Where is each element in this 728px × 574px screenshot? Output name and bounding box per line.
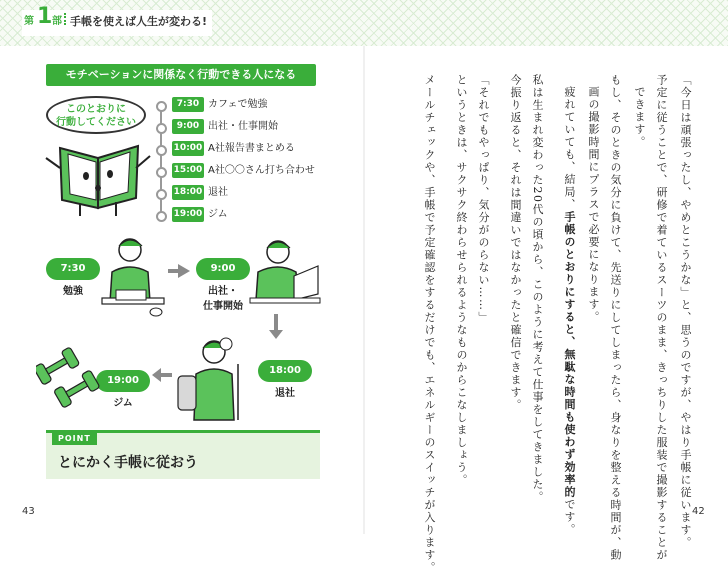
emphasis-text: 手帳のとおりにすると、無駄な時間も使わず効率的 bbox=[563, 211, 576, 499]
body-text-segment: 疲れていても、結局、 bbox=[563, 86, 576, 211]
chapter-title: 手帳を使えば人生が変わる! bbox=[70, 15, 208, 28]
timeline-time: 18:00 bbox=[172, 185, 204, 200]
office-worker-illustration bbox=[248, 236, 322, 312]
arrow-shaft bbox=[168, 269, 178, 273]
timeline-dot bbox=[156, 123, 167, 134]
timeline-dot bbox=[156, 189, 167, 200]
leaving-person-illustration bbox=[174, 334, 254, 424]
page-number-right: 42 bbox=[692, 506, 705, 517]
part-suffix: 部 bbox=[52, 16, 62, 27]
timeline-label: 退社 bbox=[208, 187, 228, 198]
body-text-column: 「それでもやっぱり、気分がのらない……」 bbox=[477, 74, 490, 324]
timeline-label: A社報告書まとめる bbox=[208, 143, 295, 154]
body-text-column: 画の撮影時間にプラスで必要になります。 bbox=[587, 86, 600, 324]
page-gutter bbox=[363, 46, 365, 534]
scene-time-badge: 7:30 bbox=[46, 258, 100, 280]
timeline-dot bbox=[156, 145, 167, 156]
scene-caption: 勉強 bbox=[63, 286, 83, 297]
speech-line-1: このとおりに bbox=[66, 104, 126, 115]
body-text-column: メールチェックや、手帳で予定確認をするだけでも、エネルギーのスイッチが入ります。 bbox=[423, 74, 436, 574]
timeline-label: A社〇〇さん打ち合わせ bbox=[208, 165, 315, 176]
timeline-dot bbox=[156, 101, 167, 112]
timeline-label: カフェで勉強 bbox=[208, 99, 268, 110]
arrow-left-icon bbox=[152, 368, 161, 382]
scene-time-badge: 9:00 bbox=[196, 258, 250, 280]
arrow-shaft bbox=[160, 373, 172, 377]
timeline-time: 10:00 bbox=[172, 141, 204, 156]
part-prefix: 第 bbox=[24, 16, 34, 27]
speech-bubble bbox=[46, 96, 146, 134]
timeline-dot bbox=[156, 211, 167, 222]
scene-caption: ジム bbox=[113, 398, 133, 409]
speech-line-2: 行動してください bbox=[56, 117, 136, 128]
point-label: POINT bbox=[52, 432, 97, 445]
timeline-time: 9:00 bbox=[172, 119, 204, 134]
page-number-left: 43 bbox=[22, 506, 35, 517]
studying-person-illustration bbox=[92, 232, 174, 324]
body-text-column: 今振り返ると、それは間違いではなかったと確信できます。 bbox=[509, 74, 522, 412]
timeline-time: 7:30 bbox=[172, 97, 204, 112]
notebook-mascot-illustration bbox=[40, 138, 158, 218]
timeline-time: 19:00 bbox=[172, 207, 204, 222]
timeline-time: 15:00 bbox=[172, 163, 204, 178]
timeline-dot bbox=[156, 167, 167, 178]
arrow-right-icon bbox=[178, 264, 190, 278]
part-number: 1 bbox=[37, 4, 53, 29]
header-divider bbox=[64, 13, 68, 25]
body-text-column: もし、そのときの気分に負けて、先送りにしてしまったら、身なりを整える時間が、動 bbox=[609, 74, 622, 562]
scene-time-badge: 18:00 bbox=[258, 360, 312, 382]
body-text-column: できます。 bbox=[633, 86, 646, 149]
scene-caption: 出社・ 仕事開始 bbox=[203, 286, 243, 312]
body-text-segment: です。 bbox=[563, 498, 576, 536]
body-text-column: 予定に従うことで、研修で着ているスーツのまま、きっちりした服装で撮影することが bbox=[655, 74, 668, 562]
body-text-column bbox=[564, 86, 575, 536]
motivation-title: モチベーションに関係なく行動できる人になる bbox=[46, 64, 316, 86]
scene-time-badge: 19:00 bbox=[96, 370, 150, 392]
timeline-label: 出社・仕事開始 bbox=[208, 121, 278, 132]
body-text-column: 私は生まれ変わった20代の頃から、このように考えて仕事をしてきました。 bbox=[531, 74, 544, 504]
arrow-down-icon bbox=[269, 330, 283, 339]
scene-caption: 退社 bbox=[275, 388, 295, 399]
body-text-column: というときは、サクサク終わらせられるようなものからこなしましょう。 bbox=[455, 74, 468, 487]
body-text-column: 「今日は頑張ったし、やめとこうかな」と、思うのですが、やはり手帳に従います。 bbox=[679, 74, 692, 549]
timeline-label: ジム bbox=[208, 209, 228, 220]
point-text: とにかく手帳に従おう bbox=[58, 455, 198, 471]
dumbbell-icon bbox=[36, 340, 106, 410]
